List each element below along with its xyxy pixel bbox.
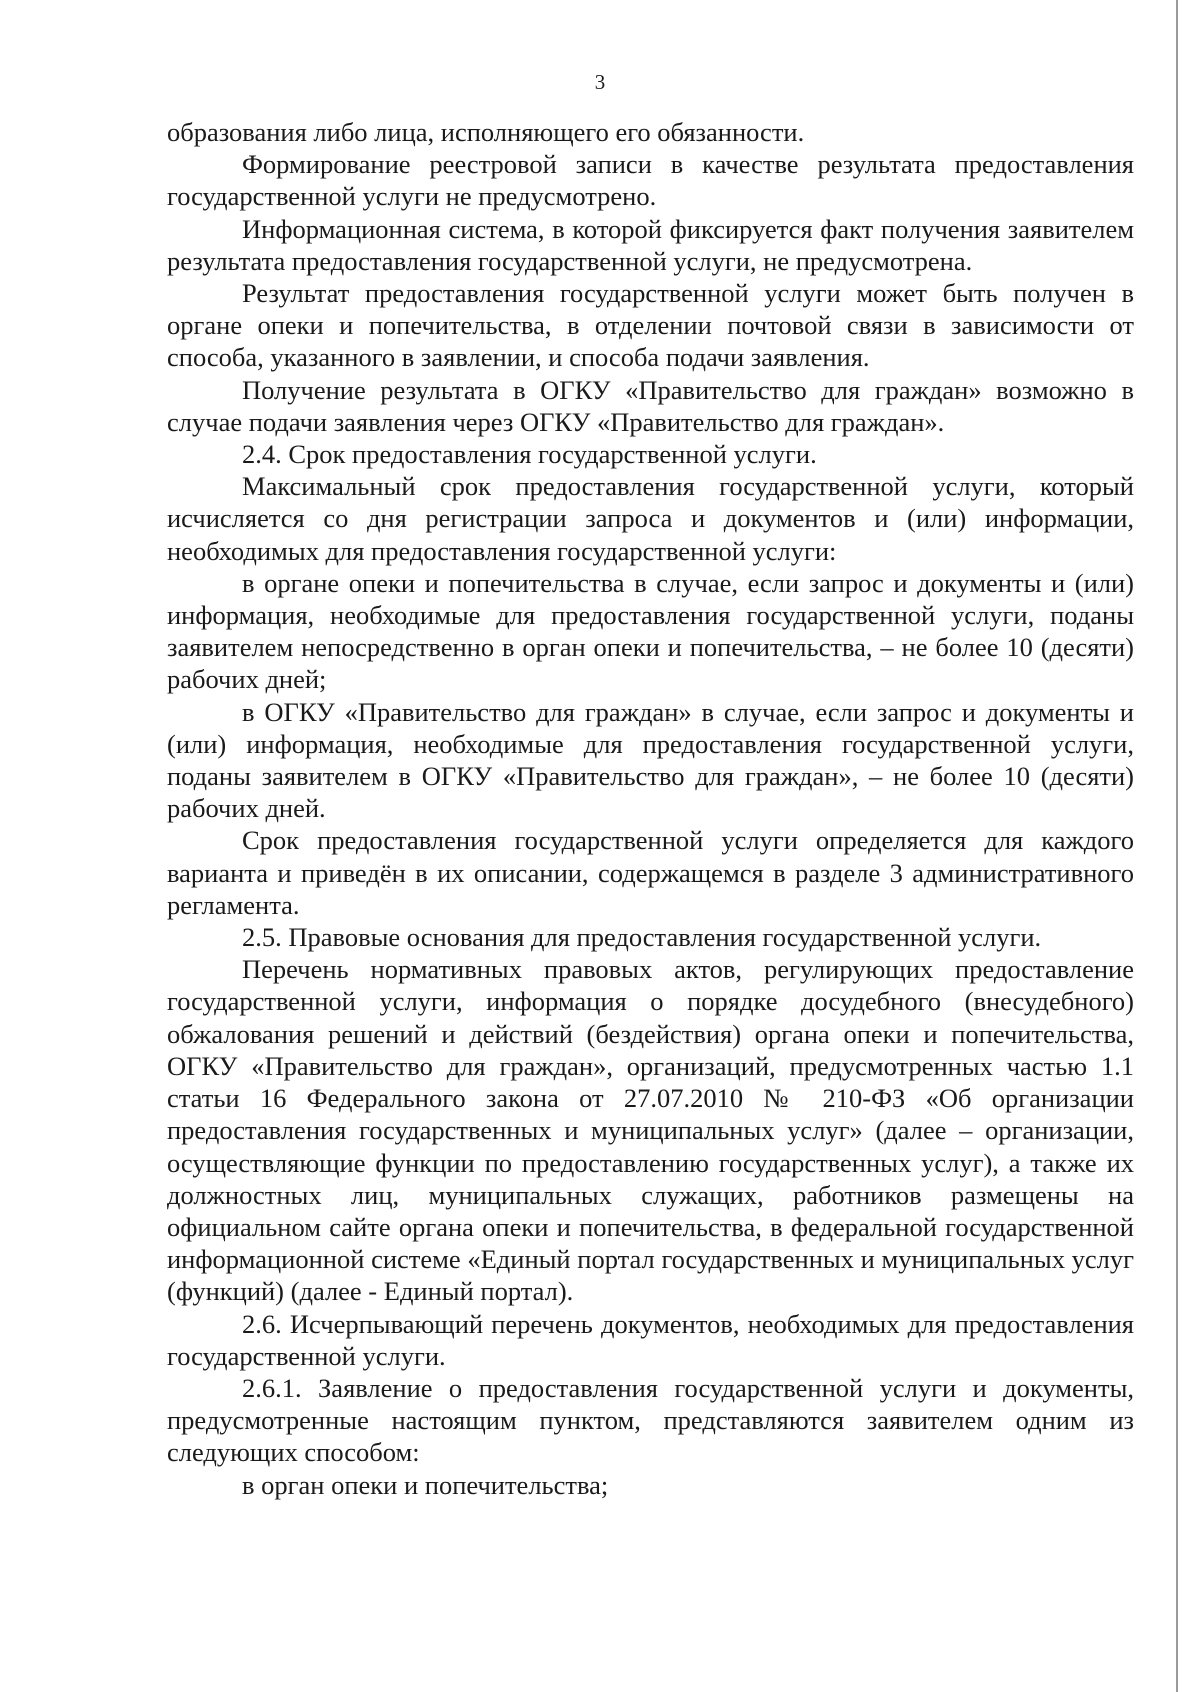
paragraph-continuation: образования либо лица, исполняющего его обязанности. bbox=[167, 117, 805, 147]
paragraph-2-6-1: 2.6.1. Заявление о предоставления государственной услуги и документы, предусмотренные настоящим пунктом, представляются заявителем одним из следующих способом: bbox=[167, 1372, 1134, 1468]
paragraph-result-receipt: Результат предоставления государственной услуги может быть получен в органе опеки и попечительства, в отделении почтовой связи в зависимости от способа, указанного в заявлении, и способа подачи заявления. bbox=[167, 278, 1134, 373]
paragraph-term-ogku: в ОГКУ «Правительство для граждан» в случае, если запрос и документы и (или) информация, необходимые для предоставления государственной услуги, поданы заявителем в ОГКУ «Правительство для граждан», – не более 10 (десяти) рабочих дней. bbox=[167, 696, 1134, 824]
paragraph-term-guardianship: в органе опеки и попечительства в случае, если запрос и документы и (или) информация, необходимые для предоставления государственной услуги, поданы заявителем непосредственно в орган опеки и попечительства, – не более 10 (десяти) рабочих дней; bbox=[167, 567, 1134, 695]
section-heading-2-4: 2.4. Срок предоставления государственной услуги. bbox=[242, 439, 817, 470]
section-heading-2-6: 2.6. Исчерпывающий перечень документов, необходимых для предоставления государственной услуги. bbox=[167, 1308, 1134, 1371]
paragraph-max-term: Максимальный срок предоставления государственной услуги, который исчисляется со дня регистрации запроса и документов и (или) информации, необходимых для предоставления государственной услуги: bbox=[167, 471, 1134, 566]
paragraph-information-system: Информационная система, в которой фиксируется факт получения заявителем результата предоставления государственной услуги, не предусмотрена. bbox=[167, 213, 1134, 276]
page-right-edge-line bbox=[1176, 0, 1178, 1692]
paragraph-term-variant: Срок предоставления государственной услуги определяется для каждого варианта и приведён в их описании, содержащемся в разделе 3 административного регламента. bbox=[167, 825, 1134, 920]
document-body bbox=[167, 116, 1134, 1501]
page-number: 3 bbox=[594, 70, 606, 94]
section-heading-2-5: 2.5. Правовые основания для предоставления государственной услуги. bbox=[242, 922, 1042, 953]
paragraph-legal-acts: Перечень нормативных правовых актов, регулирующих предоставление государственной услуги, информация о порядке досудебного (внесудебного) обжалования решений и действий (бездействия) органа опеки и попечительства, ОГКУ «Правительство для граждан», организаций, предусмотренных частью 1.1 статьи 16 Федерального закона от 27.07.2010 № 210-ФЗ «Об организации предоставления государственных и муниципальных услуг» (далее – организации, осуществляющие функции по предоставлению государственных услуг), а также их должностных лиц, муниципальных служащих, работников размещены на официальном сайте органа опеки и попечительства, в федеральной государственной информационной системе «Единый портал государственных и муниципальных услуг (функций) (далее - Единый портал). bbox=[167, 954, 1134, 1307]
paragraph-submission-method: в орган опеки и попечительства; bbox=[242, 1469, 609, 1500]
paragraph-registry-record: Формирование реестровой записи в качестве результата предоставления государственной услуги не предусмотрено. bbox=[167, 149, 1134, 212]
paragraph-ogku-receipt: Получение результата в ОГКУ «Правительство для граждан» возможно в случае подачи заявления через ОГКУ «Правительство для граждан». bbox=[167, 374, 1134, 437]
